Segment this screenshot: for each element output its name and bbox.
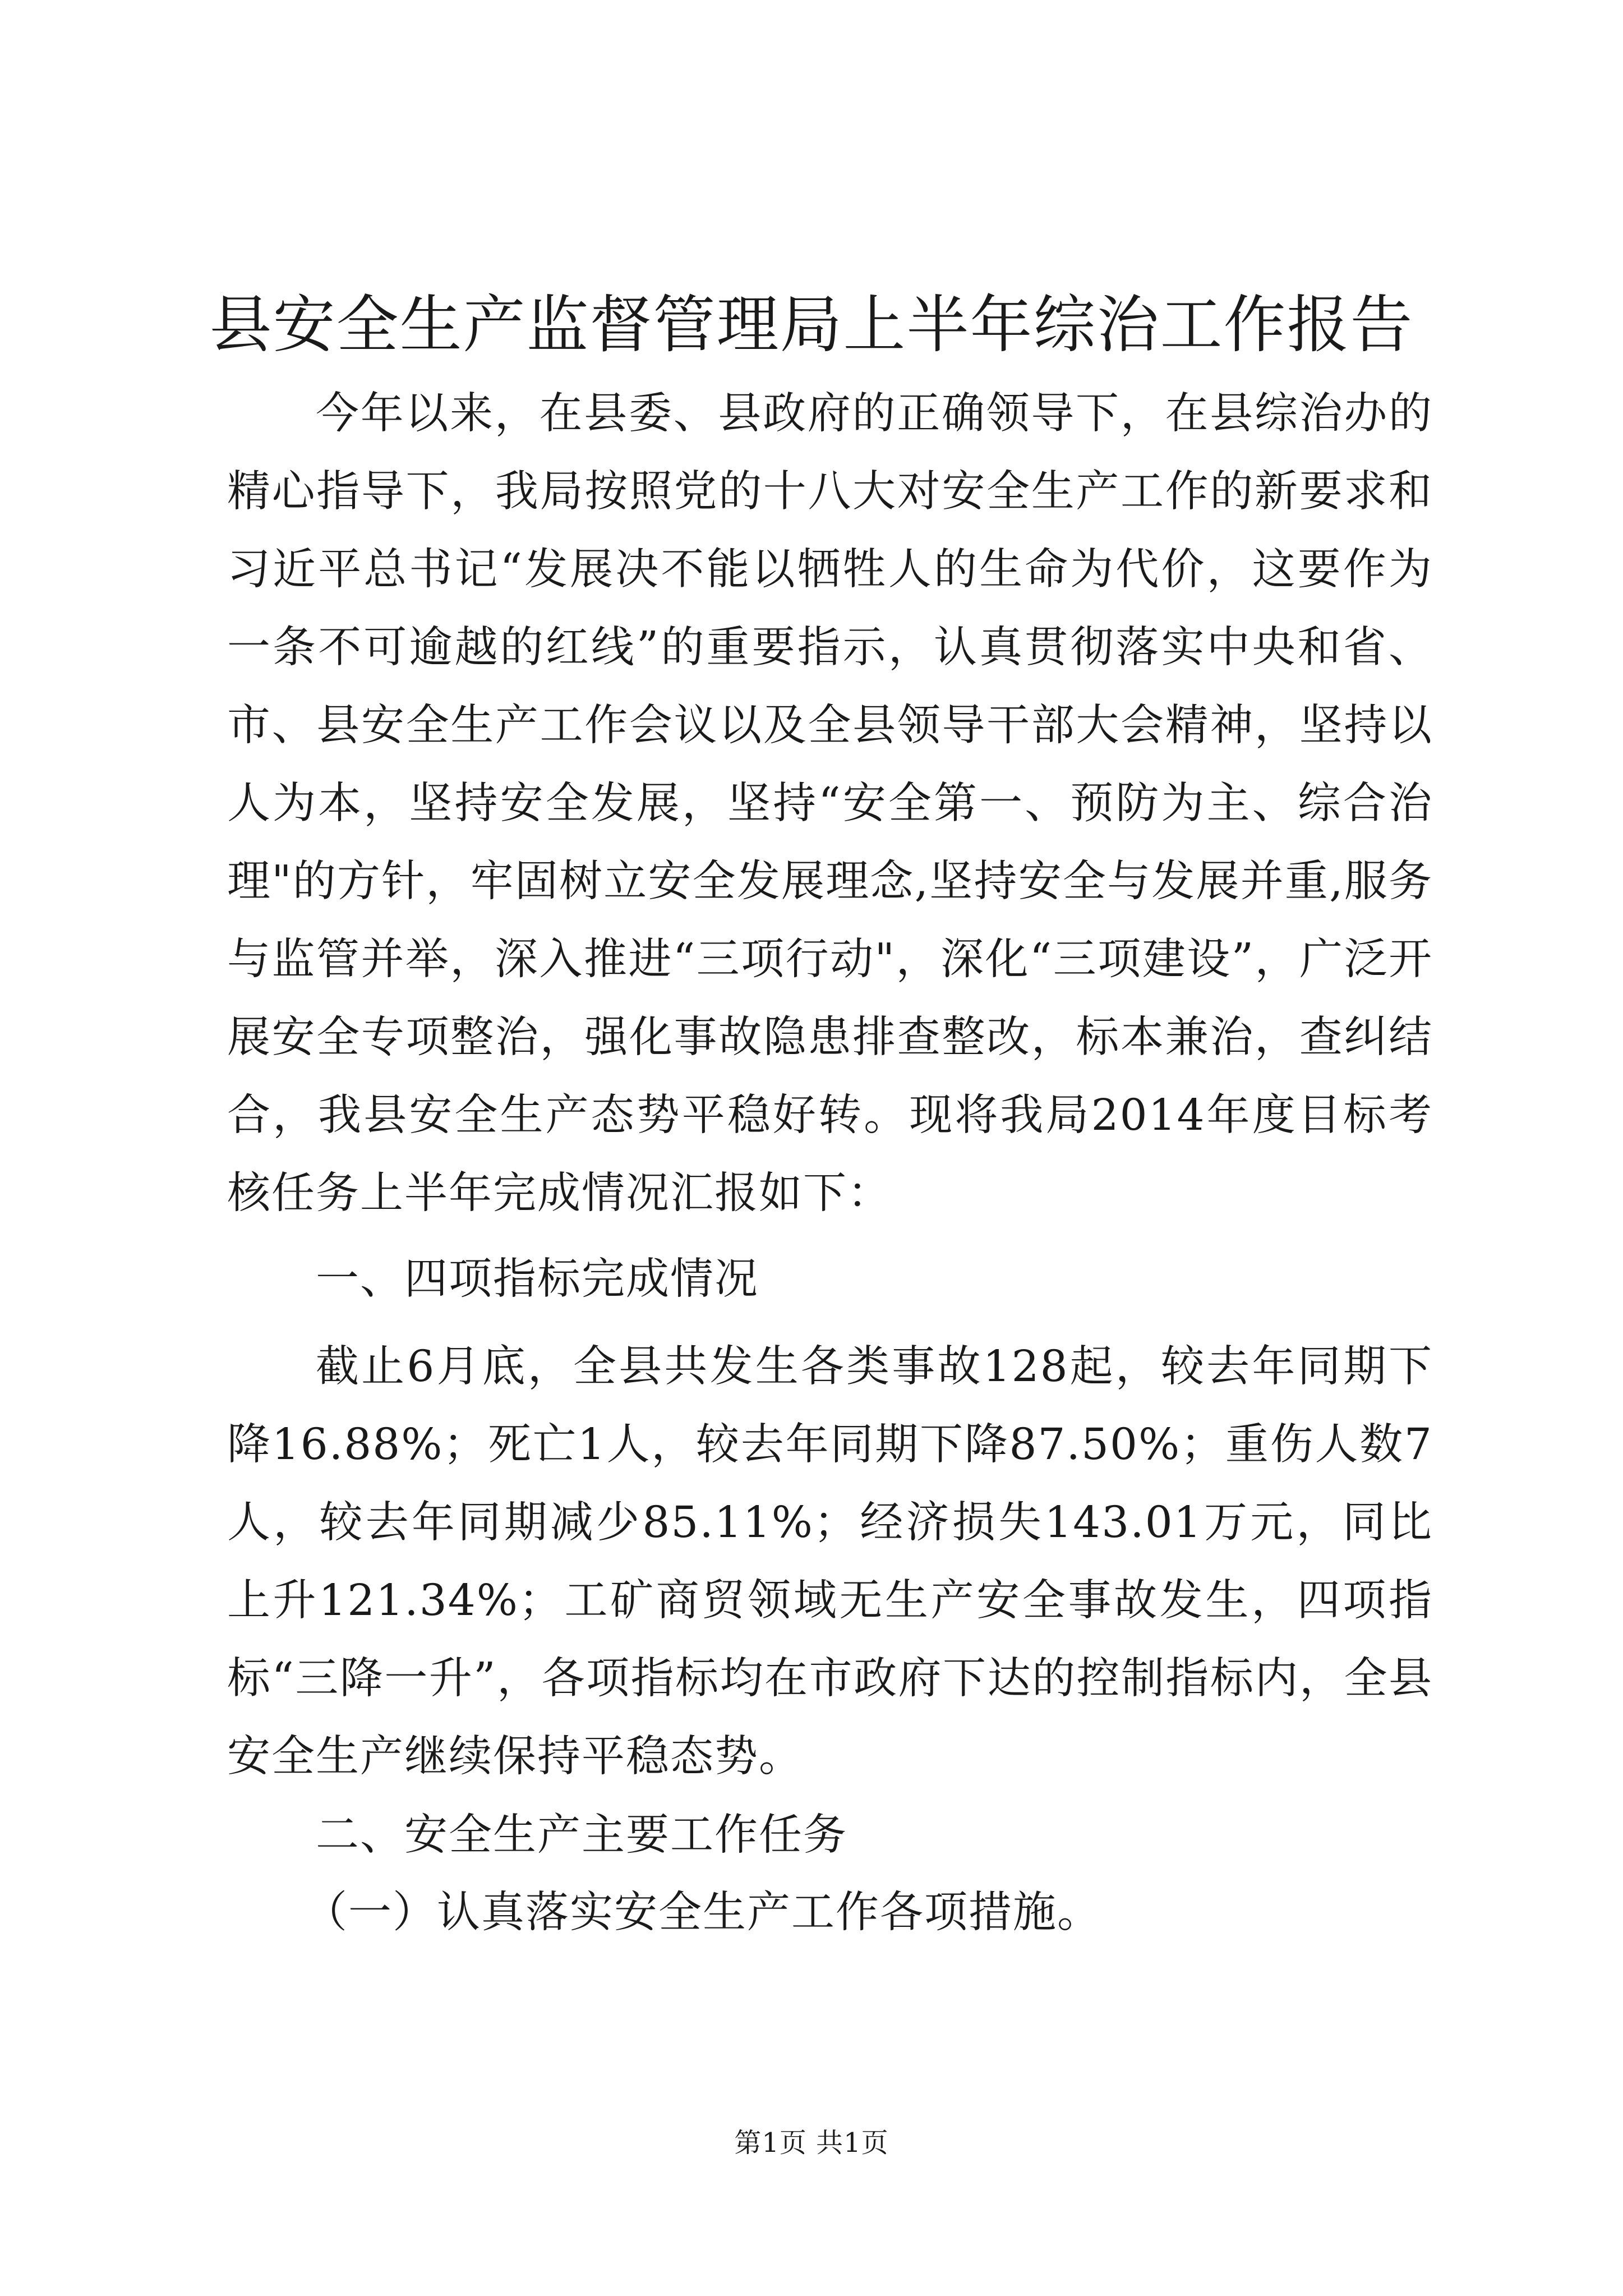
document-title: 县安全生产监督管理局上半年综治工作报告 bbox=[209, 289, 1414, 361]
section-heading-1: 一、四项指标完成情况 bbox=[316, 1254, 759, 1304]
intro-paragraph: 今年以来，在县委、县政府的正确领导下，在县综治办的精心指导下，我局按照党的十八大对安全生产工作的新要求和习近平总书记“发展决不能以牺牲人的生命为代价，这要作为一条不可逾越的红线”的重要指示，认真贯彻落实中央和省、市、县安全生产工作会议以及全县领导干部大会精神，坚持以人为本，坚持安全发展，坚持“安全第一、预防为主、综合治理"的方针，牢固树立安全发展理念,坚持安全与发展并重,服务与监管并举，深入推进“三项行动"，深化“三项建设”，广泛开展安全专项整治，强化事故隐患排查整改，标本兼治，查纠结合，我县安全生产态势平稳好转。现将我局2014年度目标考核任务上半年完成情况汇报如下： bbox=[227, 389, 1433, 1218]
page-footer: 第1页 共1页 bbox=[734, 2127, 889, 2159]
section-heading-2: 二、安全生产主要工作任务 bbox=[316, 1810, 847, 1860]
stats-paragraph: 截止6月底，全县共发生各类事故128起，较去年同期下降16.88%；死亡1人，较去年同期下降87.50%；重伤人数7人，较去年同期减少85.11%；经济损失143.01万元，同比上升121.34%；工矿商贸领域无生产安全事故发生，四项指标“三降一升”，各项指标均在市政府下达的控制指标内，全县安全生产继续保持平稳态势。 bbox=[227, 1342, 1433, 1782]
subsection-heading-1: （一）认真落实安全生产工作各项措施。 bbox=[304, 1888, 1101, 1938]
document-body bbox=[227, 375, 1433, 1952]
